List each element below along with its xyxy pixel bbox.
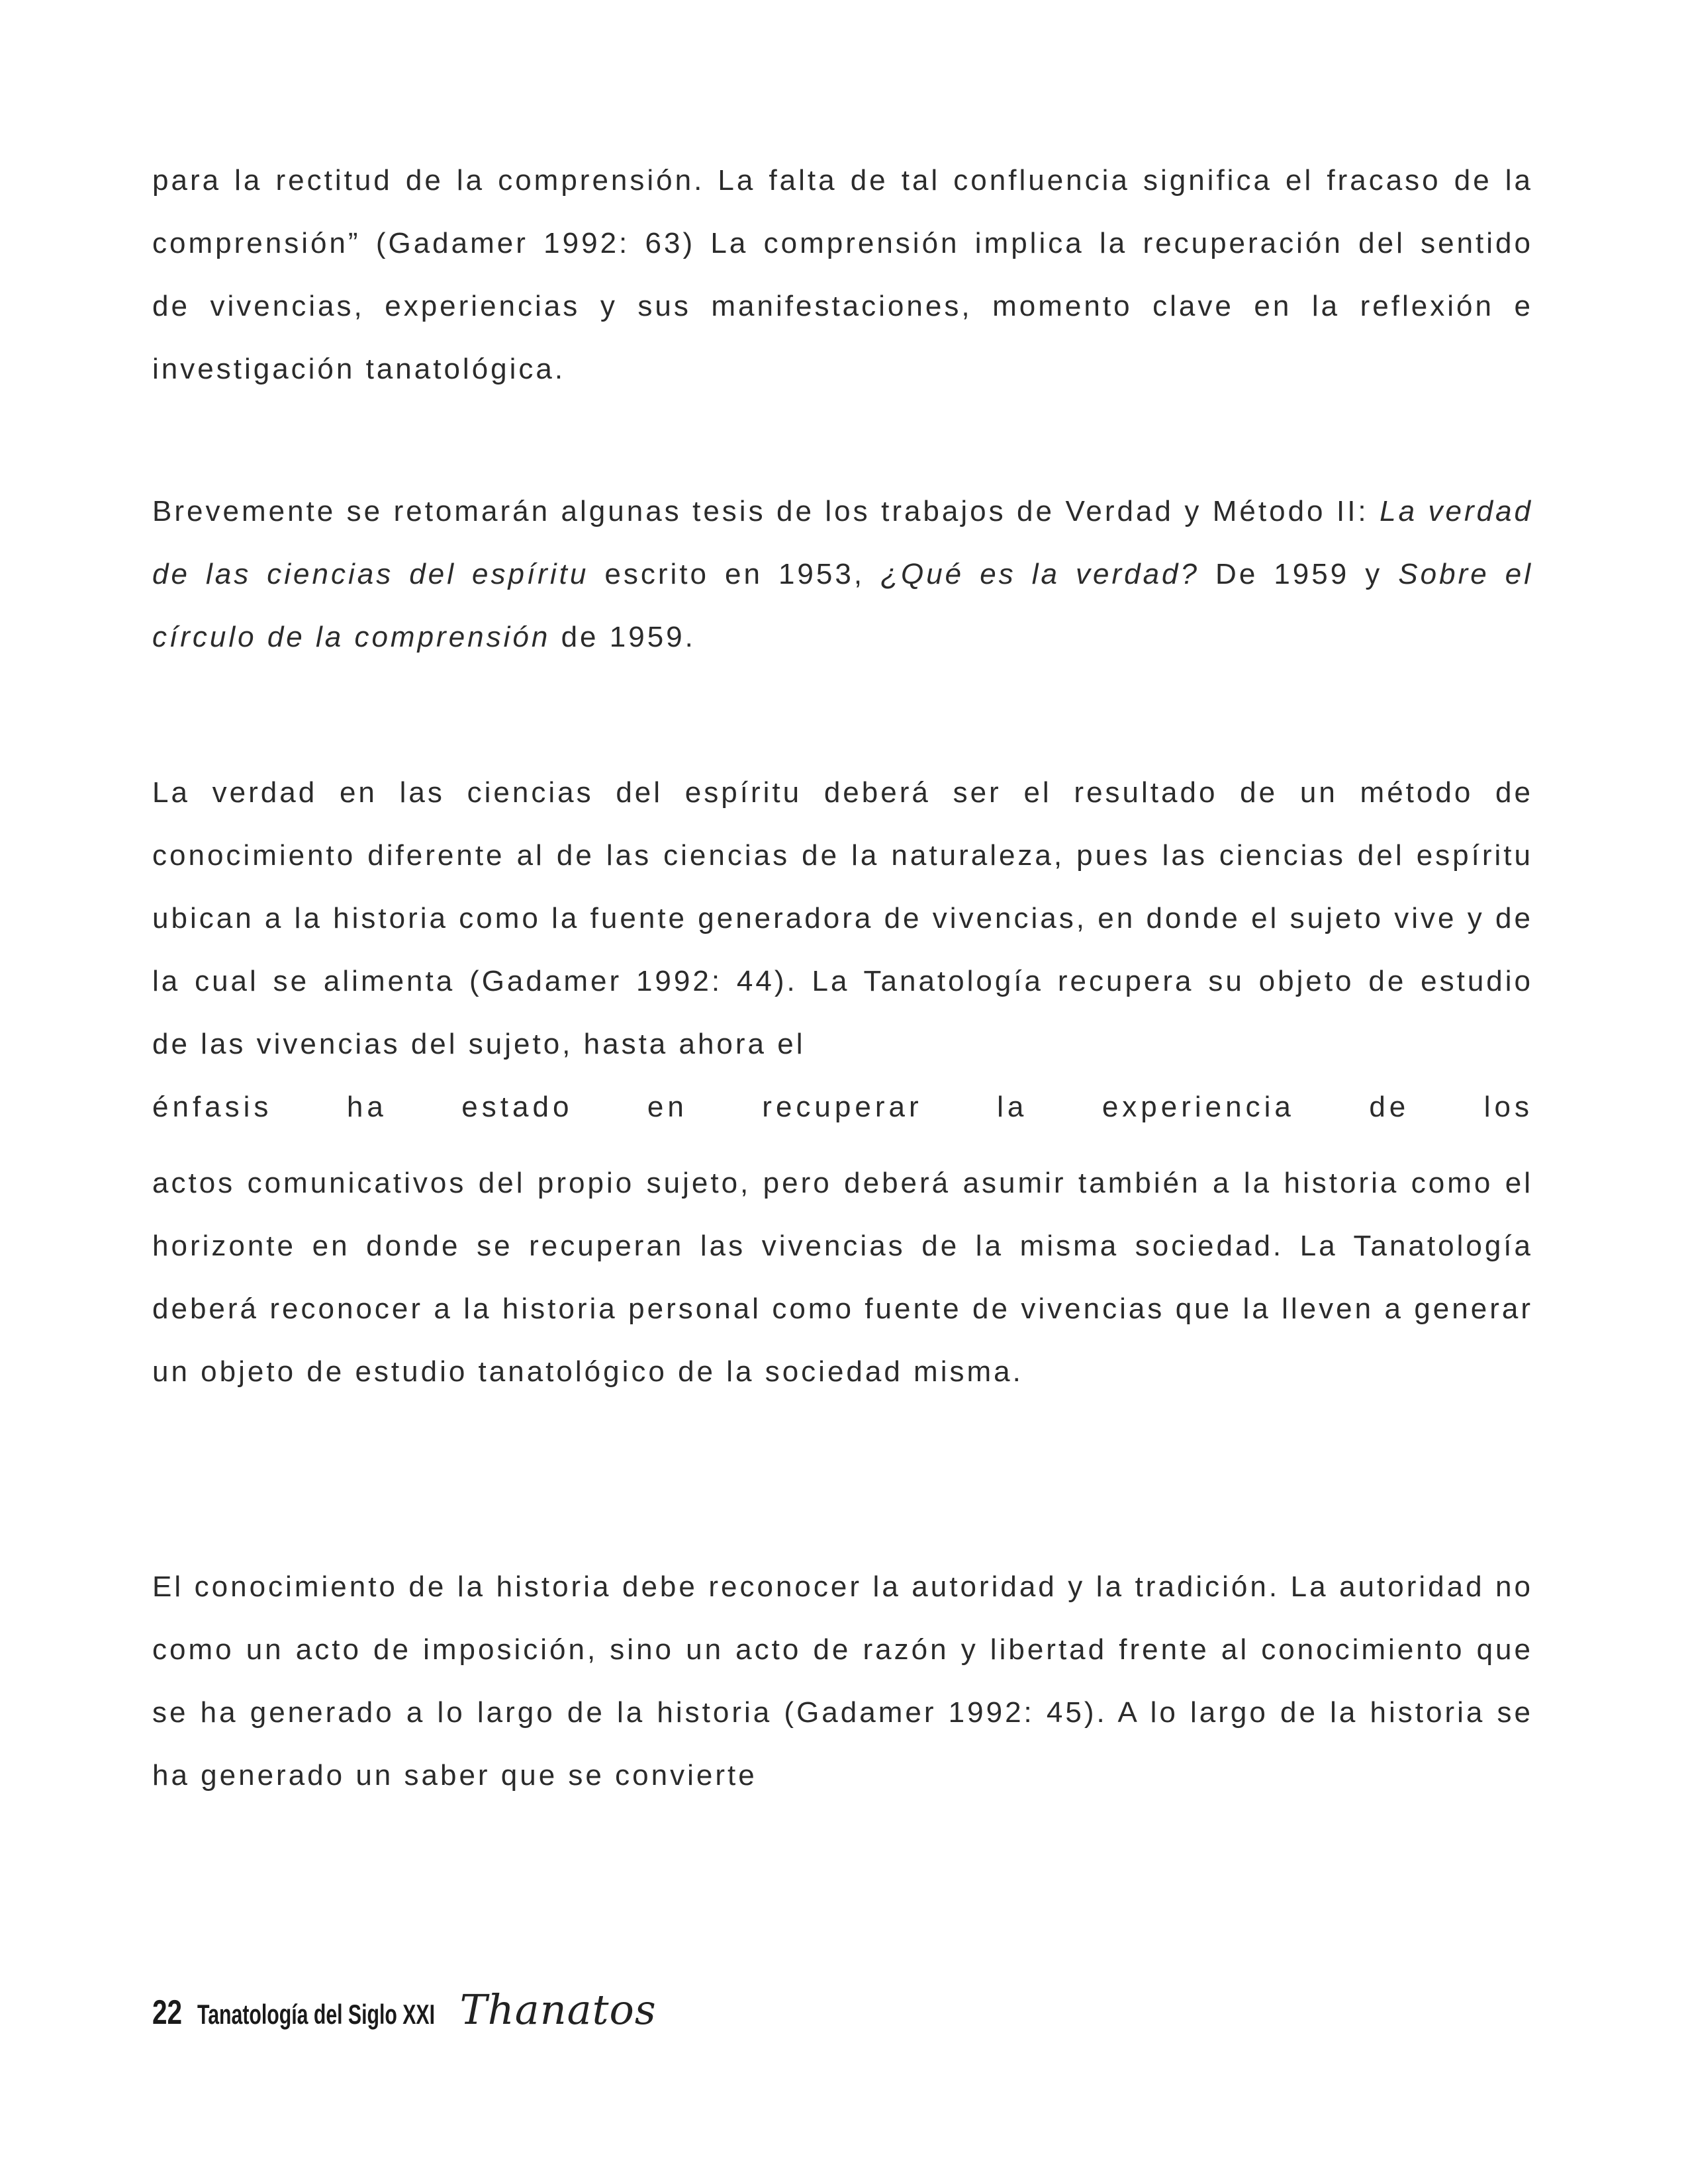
page-footer bbox=[152, 1985, 657, 2038]
page-number: 22 bbox=[152, 1993, 183, 2032]
paragraph-2-segment: De 1959 y bbox=[1199, 558, 1399, 590]
paragraph-3-text-part2: actos comunicativos del propio sujeto, pero deberá asumir también a la historia como el horizonte en donde se recuperan las vivencias de la misma sociedad. La Tanatología deberá reconocer a la historia personal como fuente de vivencias que la lleven a generar un objeto de estudio tanatológico de la sociedad misma. bbox=[152, 1167, 1533, 1388]
paragraph-2-segment: escrito en 1953, bbox=[588, 558, 881, 590]
paragraph-3 bbox=[152, 761, 1533, 1403]
thanatos-logo: Thanatos bbox=[459, 1985, 657, 2034]
paragraph-2-text bbox=[152, 480, 1533, 668]
italic-title-circulo-comprension: Sobre el círculo de la comprensión bbox=[152, 558, 1533, 653]
paragraph-4-text: El conocimiento de la historia debe reconocer la autoridad y la tradición. La autoridad no como un acto de imposición, sino un acto de razón y libertad frente al conocimiento que se ha generado a lo largo de la historia (Gadamer 1992: 45). A lo largo de la historia se ha generado un saber que se convierte bbox=[152, 1570, 1533, 1792]
publication-title: Tanatología del Siglo XXI bbox=[197, 1999, 435, 2030]
paragraph-4 bbox=[152, 1555, 1533, 1807]
paragraph-1 bbox=[152, 149, 1533, 400]
paragraph-3-spaced-line: énfasis ha estado en recuperar la experiencia de los bbox=[152, 1091, 1533, 1123]
paragraph-2 bbox=[152, 480, 1533, 668]
paragraph-1-text: para la rectitud de la comprensión. La falta de tal confluencia significa el fracaso de la comprensión” (Gadamer 1992: 63) La comprensión implica la recuperación del sentido de vivencias, experiencias y sus manifestaciones, momento clave en la reflexión e investigación tanatológica. bbox=[152, 164, 1533, 385]
paragraph-2-segment: de 1959. bbox=[550, 621, 696, 653]
paragraph-2-segment: Brevemente se retomarán algunas tesis de los trabajos de Verdad y Método II: bbox=[152, 495, 1380, 527]
italic-title-verdad-ciencias: La verdad de las ciencias del espíritu bbox=[152, 495, 1534, 590]
italic-title-que-es-la-verdad: ¿Qué es la verdad? bbox=[880, 558, 1199, 590]
paragraph-3-text-part1: La verdad en las ciencias del espíritu deberá ser el resultado de un método de conocimiento diferente al de las ciencias de la naturaleza, pues las ciencias del espíritu ubican a la historia como la fuente generadora de vivencias, en donde el sujeto vive y de la cual se alimenta (Gadamer 1992: 44). La Tanatología recupera su objeto de estudio de las vivencias del sujeto, hasta ahora el bbox=[152, 776, 1533, 1060]
